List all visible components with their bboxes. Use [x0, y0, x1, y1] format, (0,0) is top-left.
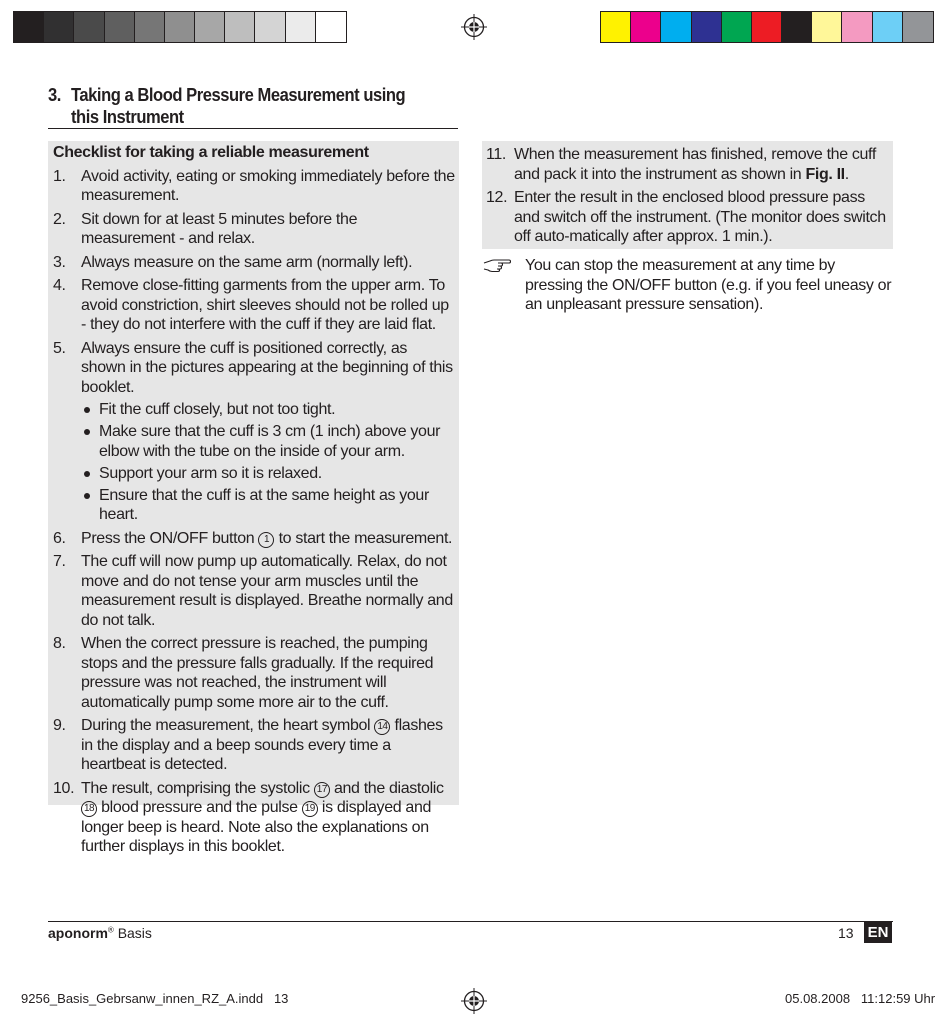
pointing-hand-icon [483, 258, 511, 274]
reference-number-badge: 17 [314, 782, 330, 798]
color-swatch [631, 12, 661, 42]
list-item: 8. When the correct pressure is reached, the pumping stops and the pressure falls gradually. If the required pressure was not reached, the instrument will automatically pump some more air to the cuff. [53, 635, 434, 711]
color-swatch [873, 12, 903, 42]
color-swatch [195, 12, 225, 42]
color-swatch [286, 12, 316, 42]
registration-mark-icon [461, 988, 487, 1014]
color-swatch [135, 12, 165, 42]
title-divider [48, 128, 458, 129]
reference-number-badge: 18 [81, 801, 97, 817]
registration-mark-icon [461, 14, 487, 40]
color-swatch [255, 12, 285, 42]
color-swatch [14, 12, 44, 42]
color-swatch [812, 12, 842, 42]
brand-name: aponorm® Basis [48, 925, 152, 941]
list-item: 11. When the measurement has finished, remove the cuff and pack it into the instrument as shown in Fig. II. [486, 146, 876, 183]
list-item: 10. The result, comprising the systolic 17 and the diastolic 18 blood pressure and the pulse 19 is displayed and longer beep is heard. Note also the explanations on further displays in this booklet. [53, 779, 444, 855]
print-slug-file: 9256_Basis_Gebrsanw_innen_RZ_A.indd 13 [21, 991, 289, 1006]
bullet-item: Support your arm so it is relaxed. [81, 464, 455, 484]
list-item: 12. Enter the result in the enclosed blood pressure pass and switch off the instrument. (The monitor does switch off auto-matically after approx. 1 min.). [486, 189, 886, 245]
list-item: 2. Sit down for at least 5 minutes before the measurement - and relax. [53, 210, 358, 247]
color-swatch [752, 12, 782, 42]
color-swatch [105, 12, 135, 42]
grayscale-color-bar [13, 11, 347, 43]
list-item: 3. Always measure on the same arm (normally left). [53, 253, 413, 271]
bullet-item: Make sure that the cuff is 3 cm (1 inch) above your elbow with the tube on the inside of your arm. [81, 422, 455, 461]
color-swatch [903, 12, 933, 42]
color-swatch [601, 12, 631, 42]
bullet-dot-icon [84, 429, 90, 435]
section-number: 3. [48, 85, 61, 105]
language-badge: EN [864, 922, 892, 943]
color-swatch [661, 12, 691, 42]
bullet-dot-icon [84, 471, 90, 477]
reference-number-badge: 14 [374, 719, 390, 735]
color-swatch [316, 12, 346, 42]
figure-reference: Fig. II [805, 165, 845, 183]
footer-divider [48, 921, 893, 922]
list-item: 7. The cuff will now pump up automatically. Relax, do not move and do not tense your arm muscles until the measurement result is displayed. Breathe normally and do not talk. [53, 553, 453, 629]
color-swatch [842, 12, 872, 42]
color-swatch [44, 12, 74, 42]
color-swatch [225, 12, 255, 42]
reference-number-badge: 19 [302, 801, 318, 817]
color-swatch [74, 12, 104, 42]
section-title [48, 84, 425, 128]
list-item: 4. Remove close-fitting garments from the upper arm. To avoid constriction, shirt sleeves should not be rolled up - they do not interfere with the cuff if they are laid flat. [53, 277, 449, 333]
bullet-dot-icon [84, 407, 90, 413]
bullet-dot-icon [84, 493, 90, 499]
steps-list [486, 145, 890, 251]
list-item: 9. During the measurement, the heart symbol 14 flashes in the display and a beep sounds every time a heartbeat is detected. [53, 717, 443, 773]
list-item: 5. Always ensure the cuff is positioned correctly, as shown in the pictures appearing at the beginning of this booklet. Fit the cuff closely, but not too tight. Make sure that the cuff is 3 cm (1 inch) above your elbow with the tube on the inside of your arm. Support your arm so it is relaxed. Ensure that the cuff is at the same height as your heart. [53, 339, 455, 525]
note [483, 256, 893, 315]
page-number: 13 [838, 925, 854, 941]
process-color-bar [600, 11, 934, 43]
color-swatch [692, 12, 722, 42]
color-swatch [722, 12, 752, 42]
bullet-list [81, 400, 455, 525]
print-slug-timestamp: 05.08.2008 11:12:59 Uhr [785, 991, 936, 1006]
checklist [53, 143, 455, 861]
reference-number-badge: 1 [258, 532, 274, 548]
bullet-item: Ensure that the cuff is at the same height as your heart. [81, 486, 455, 525]
color-swatch [782, 12, 812, 42]
list-item: 1. Avoid activity, eating or smoking immediately before the measurement. [53, 167, 455, 204]
bullet-item: Fit the cuff closely, but not too tight. [81, 400, 455, 420]
list-item: 6. Press the ON/OFF button 1 to start the measurement. [53, 529, 453, 547]
color-swatch [165, 12, 195, 42]
note-text: You can stop the measurement at any time by pressing the ON/OFF button (e.g. if you feel uneasy or an unpleasant pressure sensation). [525, 257, 892, 313]
section-title-text: Taking a Blood Pressure Measurement using this Instrument [71, 85, 406, 127]
checklist-heading: Checklist for taking a reliable measurement [53, 144, 369, 161]
